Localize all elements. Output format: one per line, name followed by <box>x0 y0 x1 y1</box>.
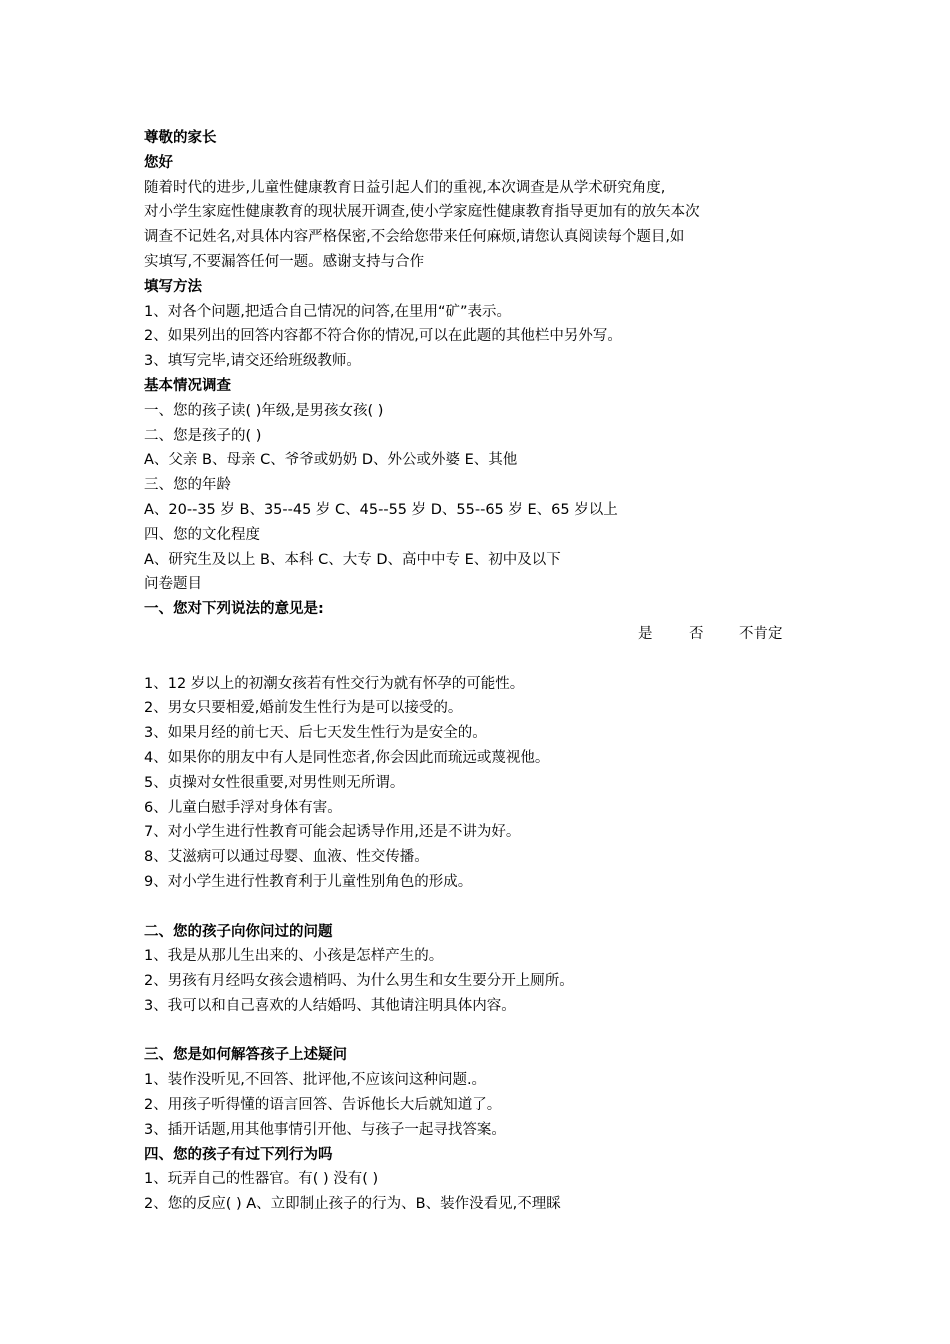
basic-info-line: 四、您的文化程度 <box>144 526 260 543</box>
instruction-item: 2、如果列出的回答内容都不符合你的情况,可以在此题的其他栏中另外写。 <box>144 328 622 345</box>
section2-item: 1、我是从那儿生出来的、小孩是怎样产生的。 <box>144 948 444 965</box>
instruction-item: 3、填写完毕,请交还给班级教师。 <box>144 353 361 370</box>
salutation: 尊敬的家长 <box>144 130 217 146</box>
section1-item: 9、对小学生进行性教育利于儿童性别角色的形成。 <box>144 873 473 890</box>
section3-item: 1、装作没听见,不回答、批评他,不应该问这种问题.。 <box>144 1072 487 1089</box>
basic-info-heading: 基本情况调查 <box>144 377 231 394</box>
section1-item: 3、如果月经的前七天、后七天发生性行为是安全的。 <box>144 725 487 742</box>
section1-item: 4、如果你的朋友中有人是同性恋者,你会因此而琉远或蔑视他。 <box>144 749 550 766</box>
section3-heading: 三、您是如何解答孩子上述疑问 <box>144 1047 347 1064</box>
section1-item: 8、艾滋病可以通过母婴、血液、性交传播。 <box>144 849 429 866</box>
section3-item: 2、用孩子听得懂的语言回答、告诉他长大后就知道了。 <box>144 1097 502 1114</box>
option-no-label: 否 <box>689 625 704 642</box>
basic-info-line: A、研究生及以上 B、本科 C、大专 D、高中中专 E、初中及以下 <box>144 551 561 568</box>
section2-item: 2、男孩有月经吗女孩会遗梢吗、为什么男生和女生要分开上厕所。 <box>144 973 574 990</box>
basic-info-line: 三、您的年龄 <box>144 477 231 494</box>
intro-line: 调查不记姓名,对具体内容严格保密,不会给您带来任何麻烦,请您认真阅读每个题目,如 <box>144 229 685 246</box>
section1-item: 1、12 岁以上的初潮女孩若有性交行为就有怀孕的可能性。 <box>144 675 525 692</box>
option-yes-label: 是 <box>638 625 653 642</box>
section2-item: 3、我可以和自己喜欢的人结婚吗、其他请注明具体内容。 <box>144 997 516 1014</box>
basic-info-line: A、父亲 B、母亲 C、爷爷或奶奶 D、外公或外婆 E、其他 <box>144 452 518 469</box>
basic-info-line: A、20--35 岁 B、35--45 岁 C、45--55 岁 D、55--65 岁 E、65 岁以上 <box>144 501 618 518</box>
section4-heading: 四、您的孩子有过下列行为吗 <box>144 1146 333 1163</box>
section1-item: 5、贞操对女性很重要,对男性则无所谓。 <box>144 774 405 791</box>
intro-line: 随着时代的进步,儿童性健康教育日益引起人们的重视,本次调查是从学术研究角度, <box>144 179 666 196</box>
instruction-item: 1、对各个问题,把适合自己情况的问答,在里用“矿”表示。 <box>144 303 511 320</box>
basic-info-line: 一、您的孩子读( )年级,是男孩女孩( ) <box>144 402 384 419</box>
section1-item: 2、男女只要相爱,婚前发生性行为是可以接受的。 <box>144 700 463 717</box>
intro-line: 对小学生家庭性健康教育的现状展开调查,使小学家庭性健康教育指导更加有的放矢本次 <box>144 204 700 221</box>
section1-heading: 一、您对下列说法的意见是: <box>144 601 324 618</box>
section3-item: 3、插开话题,用其他事情引开他、与孩子一起寻找答案。 <box>144 1121 506 1138</box>
basic-info-line: 二、您是孩子的( ) <box>144 427 262 444</box>
section1-item: 7、对小学生进行性教育可能会起诱导作用,还是不讲为好。 <box>144 824 521 841</box>
section4-item: 2、您的反应( ) A、立即制止孩子的行为、B、装作没看见,不理睬 <box>144 1196 561 1213</box>
questionnaire-title: 问卷题目 <box>144 576 202 593</box>
document-body <box>144 126 814 1217</box>
spacer <box>144 647 814 672</box>
intro-line: 实填写,不要漏答任何一题。感谢支持与合作 <box>144 253 425 270</box>
section2-heading: 二、您的孩子向你问过的问题 <box>144 923 333 940</box>
option-unsure-label: 不肯定 <box>739 625 783 642</box>
section1-item: 6、儿童白慰手浮对身体有害。 <box>144 799 342 816</box>
answer-options-header <box>144 622 814 647</box>
spacer <box>144 1019 814 1044</box>
section4-item: 1、玩弄自己的性器官。有( ) 没有( ) <box>144 1171 379 1188</box>
spacer <box>144 895 814 920</box>
instructions-heading: 填写方法 <box>144 278 202 295</box>
greeting-hello: 您好 <box>144 154 173 171</box>
